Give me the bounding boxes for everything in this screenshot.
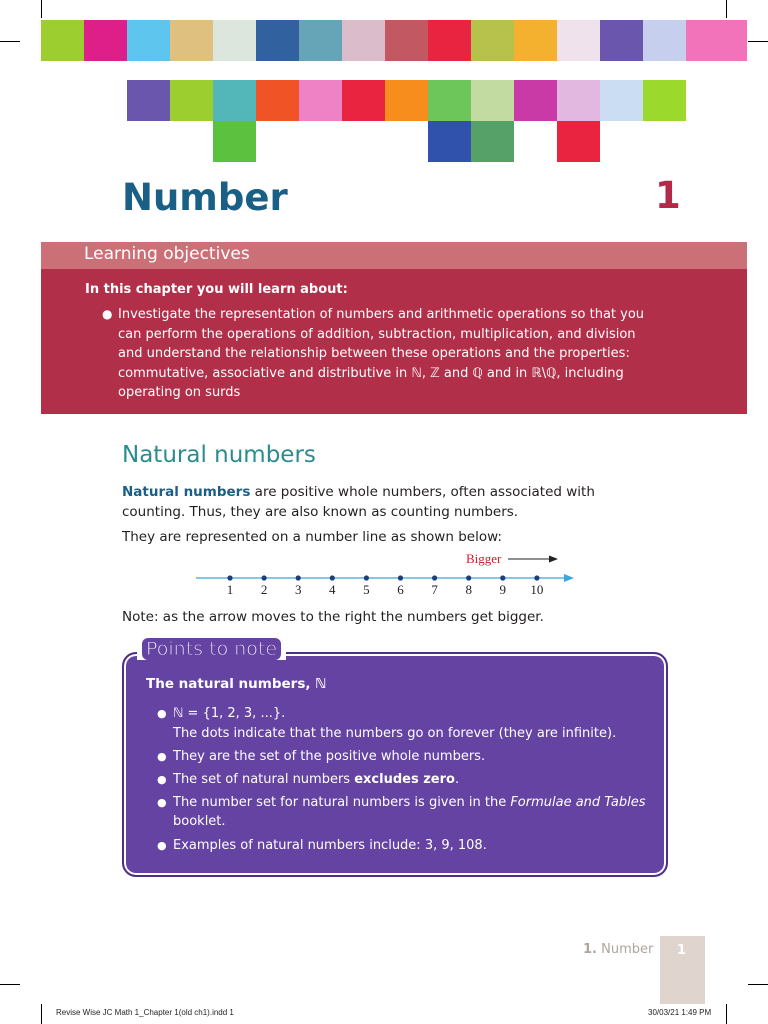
mosaic-tile (127, 80, 170, 121)
mosaic-tile (557, 80, 600, 121)
intro-paragraph-text: are positive whole numbers, often associated with counting. Thus, they are also known as counting numbers. (122, 484, 595, 520)
learning-objective-item: Investigate the representation of numbers and arithmetic operations so that you can perform the operations of addition, subtraction, multiplication, and division and understand the relationship between these operations and the properties: commutative, associative and distributive in ℕ, ℤ and ℚ and in ℝ\ℚ, including operating on surds (118, 307, 645, 400)
number-line-label: 4 (329, 582, 336, 597)
bigger-label: Bigger (466, 551, 502, 566)
number-line-arrow-head (564, 574, 574, 582)
learning-objectives-title: Learning objectives (84, 244, 250, 264)
bullet-icon: ● (157, 750, 167, 763)
page-number: 1 (677, 943, 687, 958)
points-item: They are the set of the positive whole numbers. (173, 749, 486, 764)
number-line-point (534, 575, 539, 580)
number-line-label: 7 (431, 582, 438, 597)
learning-objectives-header (41, 242, 747, 269)
mosaic-tile (256, 20, 299, 61)
points-item-text: The number set for natural numbers is given in the (173, 795, 511, 810)
bullet-icon: ● (157, 839, 167, 852)
mosaic-tile (428, 121, 471, 162)
points-item-text: booklet. (173, 814, 226, 829)
crop-mark (41, 1004, 42, 1024)
mosaic-tile (686, 20, 747, 61)
crop-mark (748, 984, 768, 985)
bullet-icon: ● (102, 307, 113, 321)
number-line-label: 10 (530, 582, 544, 597)
mosaic-tile (84, 20, 127, 61)
number-line-label: 3 (294, 582, 302, 597)
crop-mark (726, 0, 727, 18)
crop-mark (726, 1004, 727, 1024)
bigger-arrow-head (549, 556, 558, 563)
mosaic-tile (643, 20, 686, 61)
number-line-point (432, 575, 437, 580)
page-number-tab (660, 936, 705, 1004)
crop-mark (0, 41, 20, 42)
mosaic-tile (514, 20, 557, 61)
points-item-text: . (454, 772, 460, 787)
mosaic-tile (600, 80, 643, 121)
number-line-point (296, 575, 301, 580)
bullet-icon: ● (157, 796, 167, 809)
mosaic-tile (643, 80, 686, 121)
number-line-label: 6 (397, 582, 404, 597)
footer-chapter-name: Number (596, 942, 654, 957)
mosaic-tile (170, 80, 213, 121)
number-line-label: 5 (363, 582, 370, 597)
points-item (173, 793, 653, 831)
mosaic-tile (342, 80, 385, 121)
bullet-icon: ● (157, 773, 167, 786)
page-title: Number (122, 176, 288, 219)
mosaic-tile (213, 20, 256, 61)
number-line-point (330, 575, 335, 580)
mosaic-tile (557, 20, 600, 61)
mosaic-tile (256, 80, 299, 121)
number-line-intro: They are represented on a number line as shown below: (122, 529, 502, 545)
mosaic-tile (471, 121, 514, 162)
chapter-number: 1 (655, 174, 681, 217)
crop-mark (748, 41, 768, 42)
learning-objectives-panel (41, 269, 747, 414)
mosaic-tile (299, 80, 342, 121)
mosaic-tile (600, 20, 643, 61)
points-item: ℕ = {1, 2, 3, ...}. (173, 706, 286, 721)
print-slug-date: 30/03/21 1:49 PM (648, 1008, 712, 1017)
crop-mark (41, 0, 42, 18)
footer-chapter-label (583, 942, 653, 957)
mosaic-tile (428, 20, 471, 61)
number-line-label: 9 (499, 582, 507, 597)
mosaic-tile (557, 121, 600, 162)
mosaic-tile (428, 80, 471, 121)
crop-mark (0, 984, 20, 985)
intro-paragraph (122, 483, 662, 522)
number-line-label: 8 (465, 582, 472, 597)
points-item-text: The set of natural numbers (173, 772, 355, 787)
points-item (173, 770, 653, 789)
mosaic-tile (385, 20, 428, 61)
points-item-emphasis: excludes zero (354, 772, 455, 787)
mosaic-tile (471, 80, 514, 121)
number-line-point (364, 575, 369, 580)
number-line-label: 2 (260, 582, 268, 597)
number-line-point (262, 575, 267, 580)
bullet-icon: ● (157, 707, 167, 720)
keyword-natural-numbers: Natural numbers (122, 484, 251, 500)
mosaic-tile (342, 20, 385, 61)
footer-chapter-num: 1. (583, 942, 597, 957)
points-item-italic: Formulae and Tables (510, 795, 646, 810)
mosaic-tile (213, 80, 256, 121)
mosaic-tile (514, 80, 557, 121)
points-item: Examples of natural numbers include: 3, 9, 108. (173, 838, 487, 853)
number-line-point (227, 575, 232, 580)
mosaic-tile (385, 80, 428, 121)
number-line-point (466, 575, 471, 580)
mosaic-tile (170, 20, 213, 61)
mosaic-tile (471, 20, 514, 61)
mosaic-tile (213, 121, 256, 162)
number-line-label: 1 (226, 582, 234, 597)
points-to-note-heading: The natural numbers, ℕ (146, 676, 327, 692)
section-heading: Natural numbers (122, 442, 316, 468)
points-to-note-title (137, 638, 286, 660)
number-line (190, 547, 590, 607)
points-item: The dots indicate that the numbers go on forever (they are infinite). (173, 726, 617, 741)
mosaic-tile (127, 20, 170, 61)
mosaic-tile (299, 20, 342, 61)
number-line-point (500, 575, 505, 580)
note-text: Note: as the arrow moves to the right the numbers get bigger. (122, 609, 544, 625)
mosaic-tile (41, 20, 84, 61)
number-line-point (398, 575, 403, 580)
print-slug-file: Revise Wise JC Math 1_Chapter 1(old ch1).indd 1 (56, 1008, 234, 1017)
points-to-note-title-text: Points to note (142, 638, 281, 660)
learning-objectives-intro: In this chapter you will learn about: (85, 282, 348, 297)
